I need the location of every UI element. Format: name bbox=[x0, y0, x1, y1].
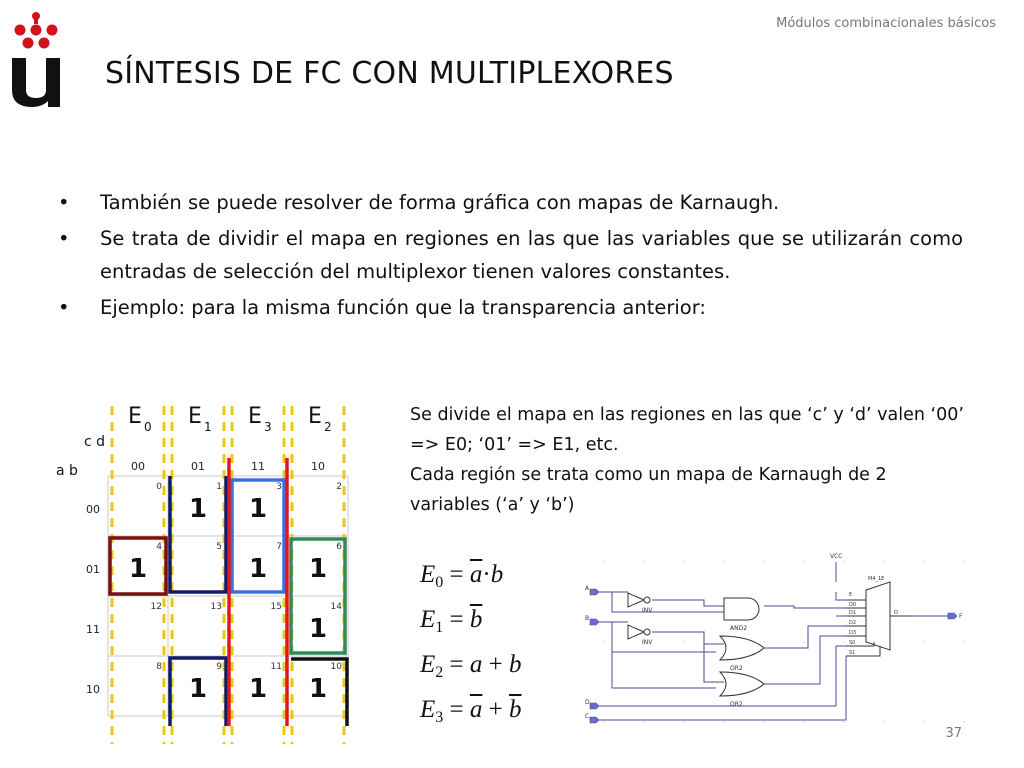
inverter-2 bbox=[628, 625, 650, 639]
or-gate-label: OR2 bbox=[730, 701, 743, 708]
region-label-letter: E bbox=[308, 404, 322, 429]
input-label-b: B bbox=[585, 615, 590, 622]
mux-pin-label: S0 bbox=[849, 640, 856, 646]
region-label-index: 1 bbox=[204, 420, 212, 434]
kmap-col-header: 01 bbox=[191, 460, 205, 473]
bullet-item bbox=[58, 186, 963, 219]
kmap-cell-index: 2 bbox=[336, 482, 342, 492]
inverter-label: INV bbox=[642, 639, 653, 646]
page-number: 37 bbox=[945, 726, 962, 741]
bullet-item bbox=[58, 222, 963, 288]
kmap-cell-index: 10 bbox=[330, 662, 342, 672]
kmap-cell-value: 1 bbox=[188, 494, 208, 524]
explanation-line: Se divide el mapa en las regiones en las que ‘c’ y ‘d’ valen ‘00’ => E0; ‘01’ => E1, etc. bbox=[410, 405, 964, 455]
region-label-index: 0 bbox=[144, 420, 152, 434]
kmap-cell-value: 1 bbox=[248, 494, 268, 524]
bullet-dot-icon: • bbox=[58, 191, 70, 214]
output-label-f: F bbox=[959, 613, 963, 620]
section-header: Módulos combinacionales básicos bbox=[776, 16, 996, 31]
kmap-cell-index: 4 bbox=[156, 542, 162, 552]
and-gate bbox=[724, 598, 759, 620]
mux-name: M4_1E bbox=[868, 576, 885, 582]
region-label-index: 2 bbox=[324, 420, 332, 434]
kmap-cell-value: 1 bbox=[308, 554, 328, 584]
slide-title: SÍNTESIS DE FC CON MULTIPLEXORES bbox=[105, 56, 674, 91]
formula-e3: $E_3 = \overline{a} + \overline{b}$ bbox=[420, 696, 522, 726]
kmap-row-header: 00 bbox=[86, 503, 100, 516]
mux-pin-label: D0 bbox=[849, 602, 857, 608]
kmap-cell-value: 1 bbox=[308, 614, 328, 644]
kmap-row-header: 10 bbox=[86, 683, 100, 696]
bullet-dot-icon: • bbox=[58, 296, 70, 319]
mux-pin-label: D1 bbox=[849, 610, 857, 616]
bullet-text: También se puede resolver de forma gráfica con mapas de Karnaugh. bbox=[100, 191, 780, 214]
formula-e0: $E_0 = \overline{a}\cdot b$ bbox=[420, 561, 504, 591]
kmap-cell-value: 1 bbox=[308, 674, 328, 704]
formula-e2: $E_2 = a + b$ bbox=[420, 651, 522, 681]
region-label-letter: E bbox=[128, 404, 142, 429]
kmap-col-header: 00 bbox=[131, 460, 145, 473]
mux-pin-label: D3 bbox=[849, 630, 857, 636]
and-gate-label: AND2 bbox=[730, 625, 748, 632]
university-logo bbox=[8, 10, 64, 110]
bullet-text: Se trata de dividir el mapa en regiones en las que las variables que se utilizarán como entradas de selección del multiplexor tienen valores constantes. bbox=[100, 227, 963, 283]
kmap-cell-index: 0 bbox=[156, 482, 162, 492]
formula-e1: $E_1 = \overline{b}$ bbox=[420, 606, 483, 636]
kmap-cell-index: 14 bbox=[330, 602, 342, 612]
bullet-dot-icon: • bbox=[58, 227, 70, 250]
bullet-text: Ejemplo: para la misma función que la transparencia anterior: bbox=[100, 296, 706, 319]
kmap-cell-index: 13 bbox=[210, 602, 222, 612]
inverter-1 bbox=[628, 593, 650, 607]
input-label-a: A bbox=[585, 585, 590, 592]
kmap-cell-value: 1 bbox=[128, 554, 148, 584]
explanation-text bbox=[410, 400, 970, 520]
region-label-letter: E bbox=[248, 404, 262, 429]
kmap-cell-value: 1 bbox=[248, 554, 268, 584]
kmap-cell-index: 3 bbox=[276, 482, 282, 492]
or-gate-1 bbox=[720, 636, 764, 660]
inverter-label: INV bbox=[642, 607, 653, 614]
kmap-col-header: 10 bbox=[311, 460, 325, 473]
kmap-cell-index: 8 bbox=[156, 662, 162, 672]
kmap-cell-index: 1 bbox=[216, 482, 222, 492]
mux-pin-label: E bbox=[849, 592, 853, 598]
kmap-cell-index: 15 bbox=[270, 602, 282, 612]
input-label-d: D bbox=[585, 699, 590, 706]
kmap-row-header: 11 bbox=[86, 623, 100, 636]
explanation-line: Cada región se trata como un mapa de Karnaugh de 2 variables (‘a’ y ‘b’) bbox=[410, 465, 887, 515]
vcc-label: VCC bbox=[830, 553, 843, 560]
kmap-cell-value: 1 bbox=[188, 674, 208, 704]
region-label-index: 3 bbox=[264, 420, 272, 434]
kmap-cell-index: 5 bbox=[216, 542, 222, 552]
kmap-row-header: 01 bbox=[86, 563, 100, 576]
mux-pin-label: D2 bbox=[849, 620, 857, 626]
kmap-cell-index: 12 bbox=[150, 602, 162, 612]
multiplexer-block bbox=[866, 582, 890, 650]
kmap-cell-value: 1 bbox=[248, 674, 268, 704]
schematic-grid bbox=[603, 561, 965, 723]
or-gate-label: OR2 bbox=[730, 665, 743, 672]
region-label-letter: E bbox=[188, 404, 202, 429]
bullet-list bbox=[58, 186, 963, 327]
mux-circuit-schematic bbox=[584, 552, 984, 730]
formula-list bbox=[420, 552, 580, 732]
kmap-col-variable: c d bbox=[84, 434, 106, 450]
input-label-c: C bbox=[585, 713, 590, 720]
or-gate-2 bbox=[720, 672, 764, 696]
kmap-cell-index: 6 bbox=[336, 542, 342, 552]
kmap-col-header: 11 bbox=[251, 460, 265, 473]
kmap-cell-index: 11 bbox=[270, 662, 282, 672]
mux-out-pin: O bbox=[894, 610, 898, 616]
karnaugh-map bbox=[50, 396, 370, 746]
kmap-cell-index: 9 bbox=[216, 662, 222, 672]
kmap-row-variable: a b bbox=[56, 463, 78, 479]
bullet-item bbox=[58, 291, 963, 324]
kmap-cell-index: 7 bbox=[276, 542, 282, 552]
mux-pin-label: S1 bbox=[849, 650, 856, 656]
